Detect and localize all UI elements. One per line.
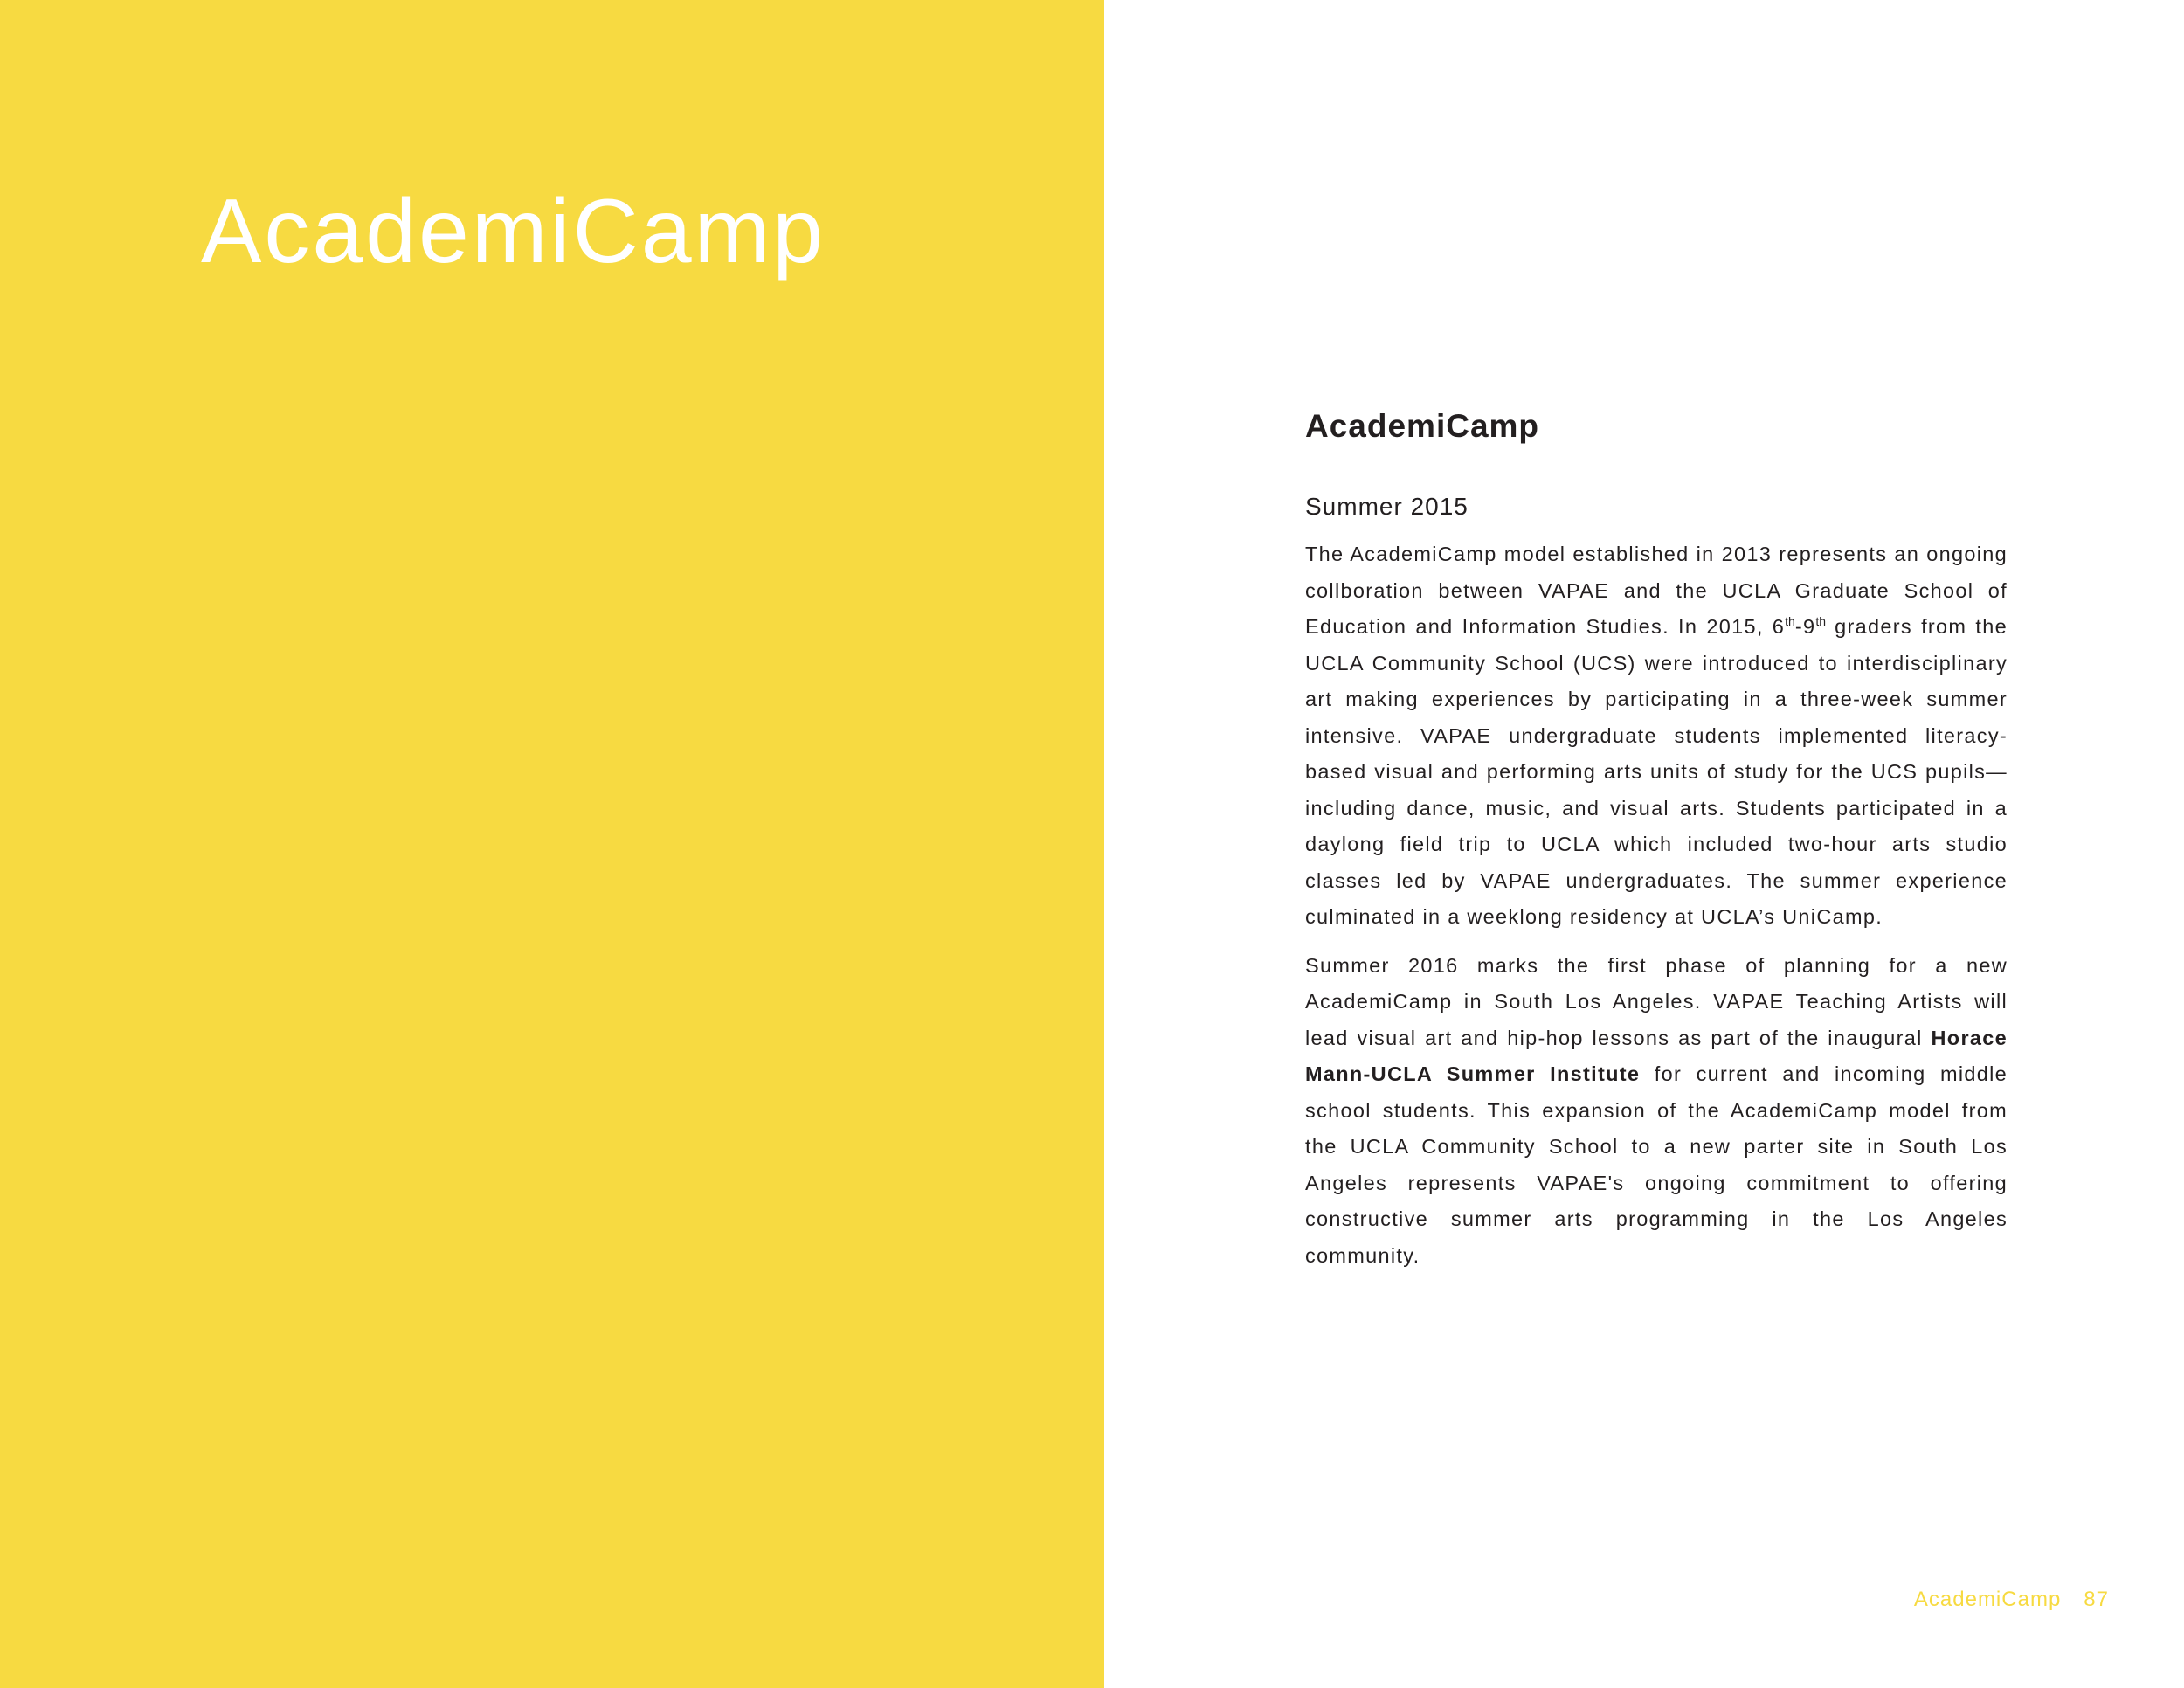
article-content	[1305, 404, 2008, 1274]
paragraph-2-text-b: for current and incoming middle school students. This expansion of the AcademiCamp model from the UCLA Community School to a new parter site in South Los Angeles represents VAPAE's ongoing commitment to offering constructive summer arts programming in the Los Angeles community.	[1305, 1062, 2008, 1267]
ordinal-superscript: th	[1785, 614, 1795, 629]
paragraph-2	[1305, 948, 2008, 1275]
paragraph-2-text-a: Summer 2016 marks the first phase of planning for a new AcademiCamp in South Los Angeles. VAPAE Teaching Artists will lead visual art and hip-hop lessons as part of the inaugural	[1305, 953, 2008, 1049]
institute-name: Horace Mann-UCLA Summer Institute	[1305, 1026, 2008, 1085]
hero-title: AcademiCamp	[201, 181, 826, 282]
paragraph-1-text-b: graders from the UCLA Community School (UCS) were introduced to interdisciplinary art making experiences by participating in a three-week summer intensive. VAPAE undergraduate students implemented literacy-based visual and performing arts units of study for the UCS pupils—including dance, music, and visual arts. Students participated in a daylong field trip to UCLA which included two-hour arts studio classes led by VAPAE undergraduates. The summer experience culminated in a weeklong residency at UCLA’s UniCamp.	[1305, 615, 2008, 928]
grade-range-dash: -9	[1794, 615, 1816, 638]
subheading-summer-2015: Summer 2015	[1305, 493, 1469, 520]
page-footer	[1914, 1585, 2109, 1615]
paragraph-1	[1305, 536, 2008, 936]
section-heading: AcademiCamp	[1305, 408, 1540, 444]
footer-section-name: AcademiCamp	[1913, 1588, 2062, 1611]
ordinal-superscript: th	[1815, 614, 1827, 629]
paragraph-1-text-a: The AcademiCamp model established in 2013 represents an ongoing collboration between VAPAE and the UCLA Graduate School of Education and Information Studies. In 2015, 6	[1305, 543, 2008, 638]
page-number: 87	[2084, 1588, 2109, 1611]
